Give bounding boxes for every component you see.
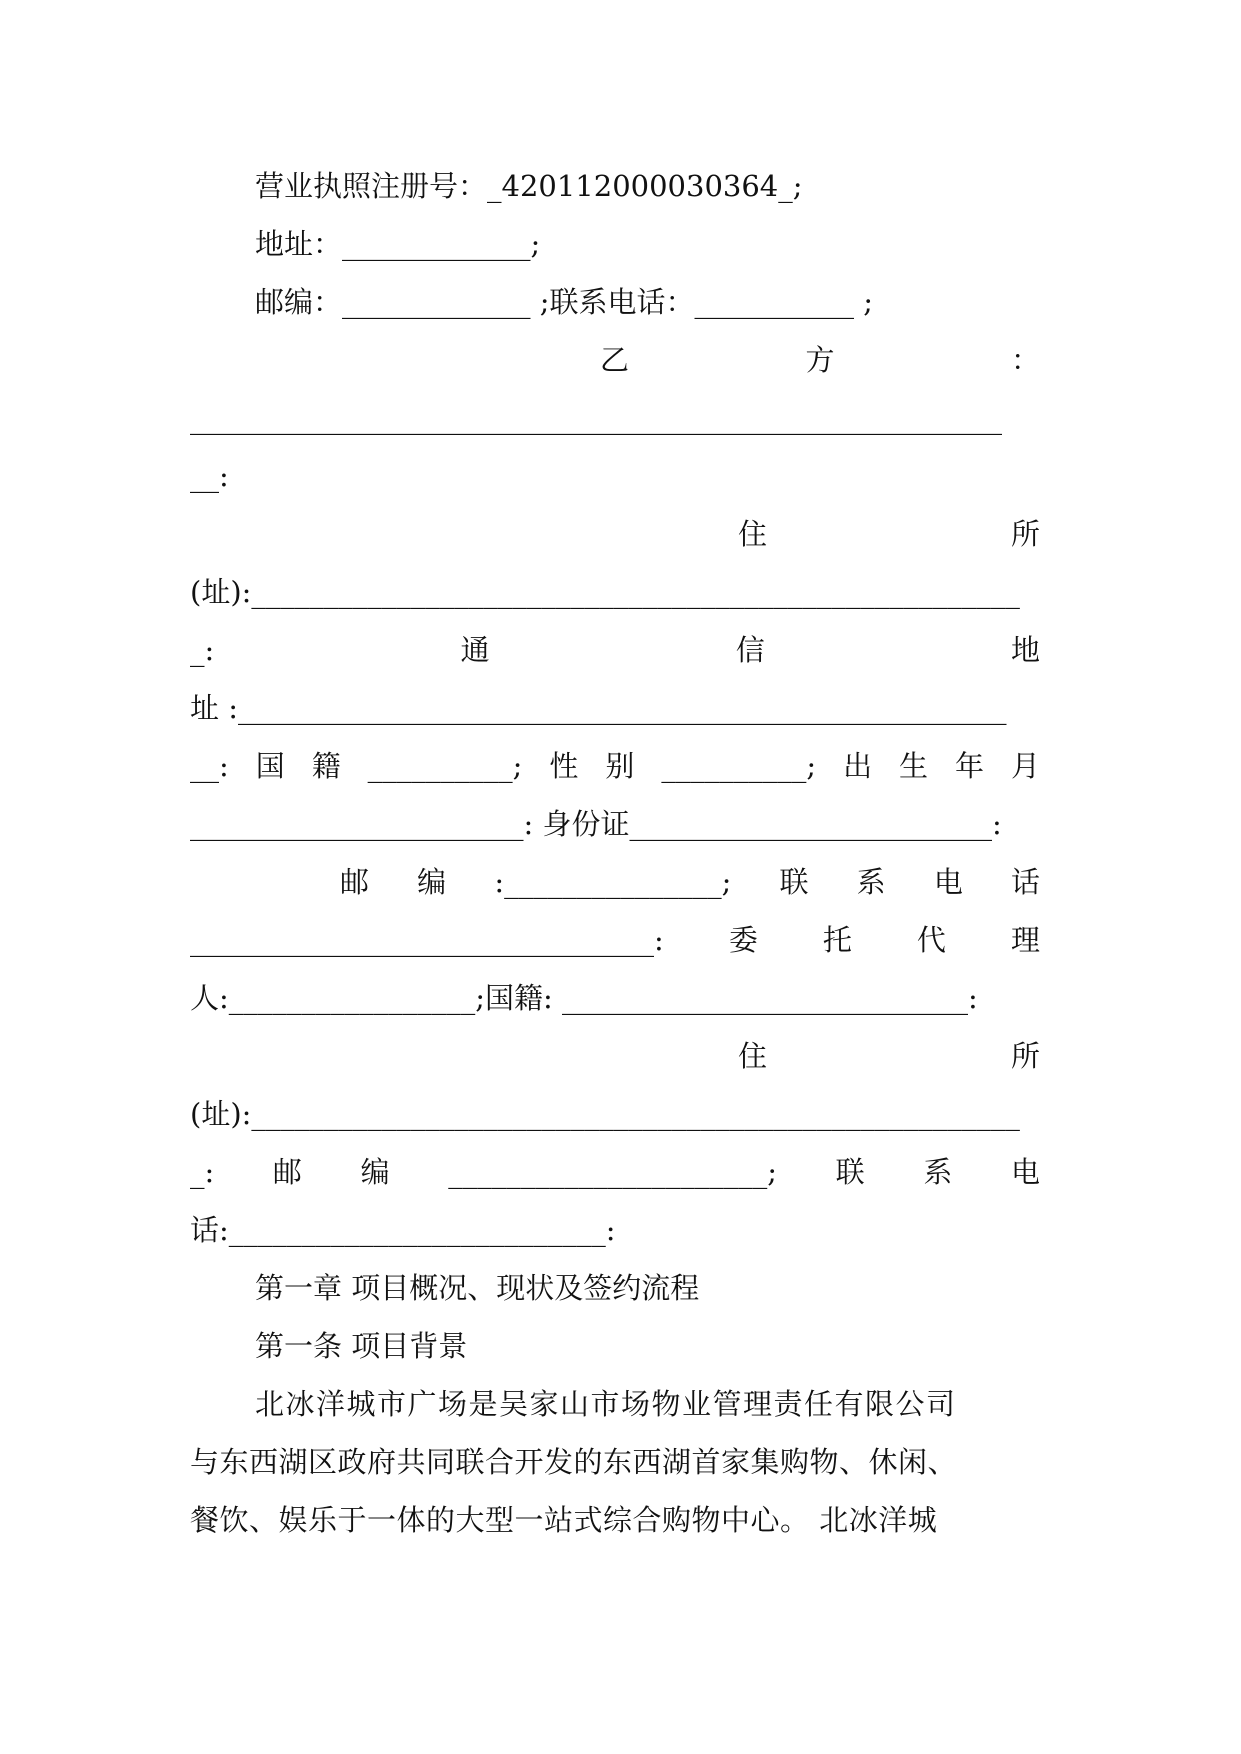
agent-residence-char-1: 住 — [738, 1039, 768, 1073]
nationality-char-1: 国 — [255, 749, 285, 783]
mailing-address-blank-line: 址 :_____________________________________________________ — [190, 691, 1007, 725]
chapter-heading: 第一章 项目概况、现状及签约流程 — [255, 1271, 700, 1305]
postcode-char-1: 邮 — [340, 865, 370, 899]
agent-phone-blank-line: 话:__________________________: — [190, 1213, 616, 1247]
article-heading: 第一条 项目背景 — [255, 1329, 468, 1363]
party-b-name-end: __: — [190, 459, 229, 493]
business-license-line: 营业执照注册号：_420112000030364_; — [255, 169, 803, 203]
phone-char-4: 话 — [1010, 865, 1040, 899]
nationality-blank: __________; — [367, 749, 523, 783]
residence-char-1: 住 — [738, 517, 768, 551]
agent-postcode-char-2: 编 — [360, 1155, 390, 1189]
agent-postcode-blank: ______________________; — [448, 1155, 778, 1189]
party-b-heading — [600, 340, 1040, 380]
agent-char-2: 托 — [822, 923, 852, 957]
birth-char-3: 年 — [955, 749, 985, 783]
mailing-prefix: _: — [190, 633, 215, 667]
postcode-phone-line: 邮编：_____________ ;联系电话：___________ ; — [255, 285, 873, 319]
agent-char-1: 委 — [728, 923, 758, 957]
nationality-char-2: 籍 — [311, 749, 341, 783]
phone-blank: ________________________________: — [190, 923, 664, 957]
agent-label-line — [190, 920, 1040, 960]
agent-char-3: 代 — [916, 923, 946, 957]
phone-char-1: 联 — [779, 865, 809, 899]
party-b-name-blank: ________________________________________________________ — [190, 401, 1002, 435]
gender-char-2: 别 — [605, 749, 635, 783]
gender-blank: __________; — [661, 749, 817, 783]
agent-residence-blank-line: (址):_____________________________________________________ — [190, 1097, 1020, 1131]
id-card-line: _______________________: 身份证_________________________: — [190, 807, 1002, 841]
agent-residence-label-line — [738, 1036, 1040, 1076]
mailing-address-label-line — [190, 630, 1040, 670]
postcode-char-2: 编 — [417, 865, 447, 899]
postcode-phone-line-b — [340, 862, 1040, 902]
nationality-prefix: __: — [190, 749, 229, 783]
agent-phone-char-1: 联 — [835, 1155, 865, 1189]
address-line: 地址：_____________; — [255, 227, 541, 261]
phone-char-2: 系 — [856, 865, 886, 899]
agent-char-4: 理 — [1010, 923, 1040, 957]
mailing-char-2: 信 — [735, 633, 765, 667]
nationality-gender-birth-line — [190, 746, 1040, 786]
paragraph-line-2: 与东西湖区政府共同联合开发的东西湖首家集购物、休闲、 — [190, 1445, 958, 1479]
birth-char-4: 月 — [1010, 749, 1040, 783]
agent-postcode-phone-line — [190, 1152, 1040, 1192]
party-b-char-1: 乙 — [600, 343, 630, 377]
phone-char-3: 电 — [933, 865, 963, 899]
agent-phone-char-2: 系 — [923, 1155, 953, 1189]
agent-residence-char-2: 所 — [1010, 1039, 1040, 1073]
residence-label-line — [738, 514, 1040, 554]
residence-blank-line: (址):_____________________________________________________ — [190, 575, 1020, 609]
residence-char-2: 所 — [1010, 517, 1040, 551]
paragraph-line-1: 北冰洋城市广场是吴家山市场物业管理责任有限公司 — [255, 1387, 957, 1421]
postcode-blank: :_______________; — [494, 865, 732, 899]
party-b-char-2: 方 — [805, 343, 835, 377]
agent-postcode-prefix: _: — [190, 1155, 215, 1189]
agent-postcode-char-1: 邮 — [272, 1155, 302, 1189]
party-b-colon: ： — [1010, 343, 1040, 377]
birth-char-2: 生 — [899, 749, 929, 783]
mailing-char-3: 地 — [1010, 633, 1040, 667]
gender-char-1: 性 — [549, 749, 579, 783]
birth-char-1: 出 — [843, 749, 873, 783]
paragraph-line-3: 餐饮、娱乐于一体的大型一站式综合购物中心。 北冰洋城 — [190, 1503, 938, 1537]
agent-nationality-line: 人:_________________;国籍: ____________________________: — [190, 981, 978, 1015]
mailing-char-1: 通 — [460, 633, 490, 667]
agent-phone-char-3: 电 — [1010, 1155, 1040, 1189]
